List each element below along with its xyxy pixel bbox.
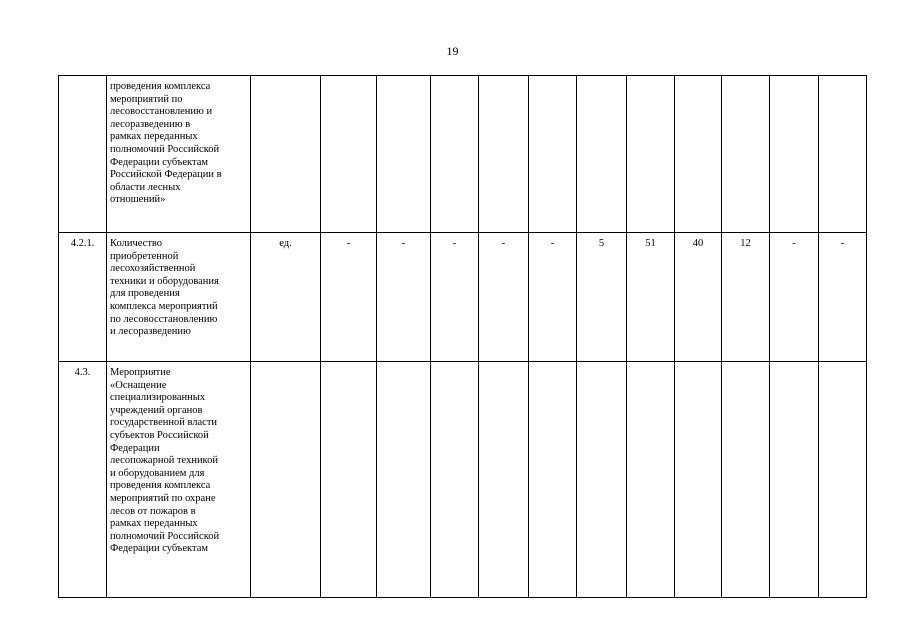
description-line: рамках переданных xyxy=(110,518,198,530)
row-value xyxy=(529,76,577,233)
description-line: для проведения xyxy=(110,288,180,300)
row-value xyxy=(377,76,431,233)
description-line: области лесных xyxy=(110,181,181,193)
description-line: полномочий Российской xyxy=(110,143,220,155)
row-value xyxy=(431,76,479,233)
row-value xyxy=(819,76,867,233)
description-line: Мероприятие xyxy=(110,367,171,378)
description-line: лесохозяйственной xyxy=(110,263,196,275)
description-line: лесовосстановлению и xyxy=(110,106,213,118)
row-value: - xyxy=(529,233,577,362)
table-row xyxy=(59,76,867,233)
description-line: проведения комплекса xyxy=(110,480,211,492)
row-value: 40 xyxy=(675,233,722,362)
row-value: - xyxy=(819,233,867,362)
description-line: лесоразведению в xyxy=(110,118,191,130)
description-line: учреждений органов xyxy=(110,404,203,416)
row-value: - xyxy=(431,233,479,362)
row-value xyxy=(577,76,627,233)
row-value xyxy=(627,76,675,233)
indicators-table xyxy=(58,75,867,598)
row-number: 4.2.1. xyxy=(59,233,107,362)
row-value xyxy=(722,362,770,598)
row-value xyxy=(479,362,529,598)
description-line: отношений» xyxy=(110,194,166,206)
description-line: Количество xyxy=(110,238,163,249)
description-line: и лесоразведению xyxy=(110,326,191,338)
table-body xyxy=(59,76,867,598)
row-value xyxy=(675,76,722,233)
row-unit: ед. xyxy=(251,233,321,362)
row-value: 51 xyxy=(627,233,675,362)
row-value: - xyxy=(479,233,529,362)
description-line: Федерации субъектам xyxy=(110,156,209,168)
description-line: государственной власти xyxy=(110,417,218,429)
description-line: специализированных xyxy=(110,392,206,404)
row-value xyxy=(577,362,627,598)
row-description xyxy=(107,362,251,598)
row-value xyxy=(770,362,819,598)
row-value xyxy=(675,362,722,598)
table-row xyxy=(59,362,867,598)
description-line: Российской Федерации в xyxy=(110,169,222,181)
description-line: субъектов Российской xyxy=(110,429,209,441)
description-line: рамках переданных xyxy=(110,131,198,143)
description-line: мероприятий по охране xyxy=(110,492,216,504)
row-unit xyxy=(251,362,321,598)
row-value: - xyxy=(377,233,431,362)
row-value xyxy=(431,362,479,598)
row-number: 4.3. xyxy=(59,362,107,598)
row-value: 5 xyxy=(577,233,627,362)
row-value xyxy=(529,362,577,598)
description-line: мероприятий по xyxy=(110,93,183,105)
description-line: приобретенной xyxy=(110,250,179,262)
row-value xyxy=(627,362,675,598)
row-value xyxy=(479,76,529,233)
description-line: лесопожарной техникой xyxy=(110,455,218,467)
row-value xyxy=(722,76,770,233)
row-description xyxy=(107,233,251,362)
description-line: по лесовосстановлению xyxy=(110,313,218,325)
row-unit xyxy=(251,76,321,233)
row-value xyxy=(819,362,867,598)
description-line: полномочий Российской xyxy=(110,530,220,542)
page-number: 19 xyxy=(446,44,459,58)
row-number xyxy=(59,76,107,233)
table-row xyxy=(59,233,867,362)
description-line: Федерации субъектам xyxy=(110,543,209,555)
description-line: Федерации xyxy=(110,442,160,454)
description-line: и оборудованием для xyxy=(110,467,205,479)
row-value xyxy=(770,76,819,233)
description-line: «Оснащение xyxy=(110,379,167,391)
description-line: лесов от пожаров в xyxy=(110,505,196,517)
row-value xyxy=(377,362,431,598)
description-line: проведения комплекса xyxy=(110,81,211,92)
row-description xyxy=(107,76,251,233)
row-value: 12 xyxy=(722,233,770,362)
row-value: - xyxy=(321,233,377,362)
row-value: - xyxy=(770,233,819,362)
description-line: техники и оборудования xyxy=(110,275,219,287)
row-value xyxy=(321,76,377,233)
row-value xyxy=(321,362,377,598)
description-line: комплекса мероприятий xyxy=(110,300,218,312)
